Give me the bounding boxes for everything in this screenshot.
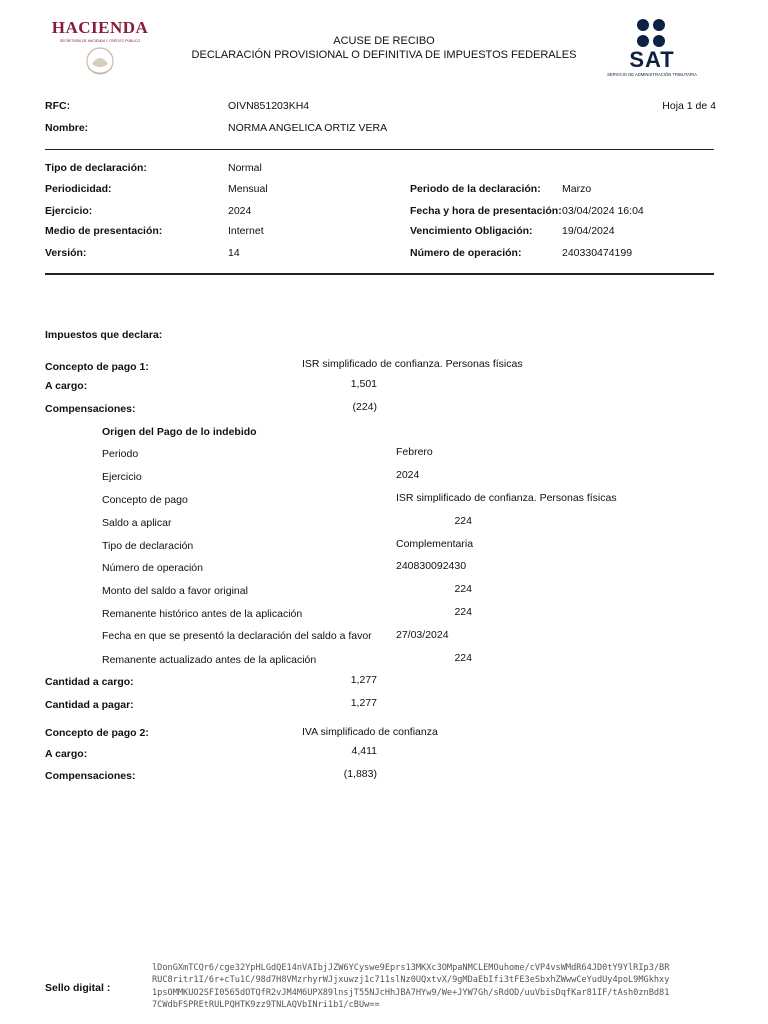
sat-logo-text: SAT [629,47,675,72]
origen-row-value: 224 [454,652,472,664]
version-value: 14 [228,247,240,259]
medio-presentacion-label: Medio de presentación: [45,225,163,237]
origen-row-value: Complementaria [396,538,474,550]
sello-digital-value [152,962,669,1012]
nombre-value: NORMA ANGELICA ORTIZ VERA [228,122,388,134]
page-indicator: Hoja 1 de 4 [662,100,716,112]
medio-presentacion-value: Internet [228,225,264,237]
cantidad-pagar-value: 1,277 [350,697,377,709]
sello-line: RUC8ritr1I/6r+cTu1C/98d7H8VMzrhyrWJjxuwzj1c711slNz0UQxtvX/9gMDaEbIfi3tFE3eSbxhZWwwCeYudUy4poL9MGkhxy [152,975,670,986]
periodicidad-label: Periodicidad: [45,183,112,195]
ejercicio-value: 2024 [228,205,252,217]
a-cargo-1-value: 1,501 [350,378,377,390]
origen-row-label: Saldo a aplicar [102,517,172,529]
sello-line: 7CWdbFSPREtRULPQHTK9zz9TNLAQVbINri1b1/cBUw== [152,1000,380,1011]
periodo-declaracion-value: Marzo [562,183,592,195]
ejercicio-label: Ejercicio: [45,205,93,217]
fecha-presentacion-label: Fecha y hora de presentación: [410,205,562,217]
compensaciones-1-value: (224) [352,401,377,413]
periodo-declaracion-label: Periodo de la declaración: [410,183,541,195]
numero-operacion-value: 240330474199 [562,247,633,259]
version-label: Versión: [45,247,87,259]
a-cargo-1-label: A cargo: [45,380,88,392]
a-cargo-2-label: A cargo: [45,748,88,760]
sello-digital-label: Sello digital : [45,982,111,994]
sat-logo-subtitle: SERVICIO DE ADMINISTRACIÓN TRIBUTARIA [607,72,697,77]
tipo-declaracion-value: Normal [228,162,262,174]
compensaciones-1-label: Compensaciones: [45,403,136,415]
vencimiento-label: Vencimiento Obligación: [410,225,533,237]
divider-top [45,149,714,150]
origen-row-label: Periodo [102,448,139,460]
rfc-label: RFC: [45,100,71,112]
hacienda-logo-text: HACIENDA [51,18,149,37]
concepto-pago-1-value: ISR simplificado de confianza. Personas físicas [302,358,523,370]
hacienda-logo-subtitle: SECRETARÍA DE HACIENDA Y CRÉDITO PÚBLICO [59,39,141,43]
sello-line: 1psOMMKUO2SFI0565dOTQfR2vJM4M6UPX89lnsjT55NJcHhJBA7HYw9/We+JYW7Gh/sRdOD/uuVbisDqfKar81IF/tAsh0znBd81 [152,987,670,998]
origen-row-label: Monto del saldo a favor original [102,585,248,597]
origen-row-value: 224 [454,606,472,618]
cantidad-cargo-label: Cantidad a cargo: [45,676,134,688]
sat-dots-icon [632,18,672,50]
origen-row-label: Tipo de declaración [102,540,194,552]
concepto-pago-2-label: Concepto de pago 2: [45,727,149,739]
sat-logo [600,18,704,82]
origen-row-label: Número de operación [102,562,203,574]
compensaciones-2-label: Compensaciones: [45,770,136,782]
rfc-value: OIVN851203KH4 [228,100,310,112]
origen-row-label: Remanente histórico antes de la aplicación [102,608,303,620]
origen-row-label: Fecha en que se presentó la declaración del saldo a favor [102,630,372,642]
title-line-2: DECLARACIÓN PROVISIONAL O DEFINITIVA DE IMPUESTOS FEDERALES [191,49,577,61]
title-line-1: ACUSE DE RECIBO [333,35,435,47]
periodicidad-value: Mensual [228,183,268,195]
numero-operacion-label: Número de operación: [410,247,522,259]
origen-row-value: Febrero [396,446,433,458]
nombre-label: Nombre: [45,122,89,134]
origen-row-value: 27/03/2024 [396,629,449,641]
origen-row-value: 2024 [396,469,420,481]
fecha-presentacion-value: 03/04/2024 16:04 [562,205,644,217]
origen-row-value: ISR simplificado de confianza. Personas físicas [396,492,617,504]
impuestos-section-label: Impuestos que declara: [45,329,163,341]
vencimiento-value: 19/04/2024 [562,225,615,237]
origen-pago-title: Origen del Pago de lo indebido [102,426,257,438]
origen-row-label: Ejercicio [102,471,142,483]
a-cargo-2-value: 4,411 [351,745,377,757]
origen-row-value: 224 [454,515,472,527]
concepto-pago-1-label: Concepto de pago 1: [45,361,149,373]
origen-row-value: 240830092430 [396,560,467,572]
sello-line: lDonGXmTCQr6/cge32YpHLGdQE14nVAIbjJZW6YCyswe9Eprs13MKXc3OMpaNMCLEMOuhome/cVP4vsWMdR64JD0tY9YlRIp3/BR [152,963,670,973]
origen-row-value: 224 [454,583,472,595]
origen-row-label: Concepto de pago [102,494,188,506]
origen-row-label: Remanente actualizado antes de la aplicación [102,654,317,666]
divider-bottom [45,273,714,275]
tipo-declaracion-label: Tipo de declaración: [45,162,147,174]
cantidad-pagar-label: Cantidad a pagar: [45,699,134,711]
compensaciones-2-value: (1,883) [343,768,377,780]
concepto-pago-2-value: IVA simplificado de confianza [302,726,438,738]
cantidad-cargo-value: 1,277 [350,674,377,686]
